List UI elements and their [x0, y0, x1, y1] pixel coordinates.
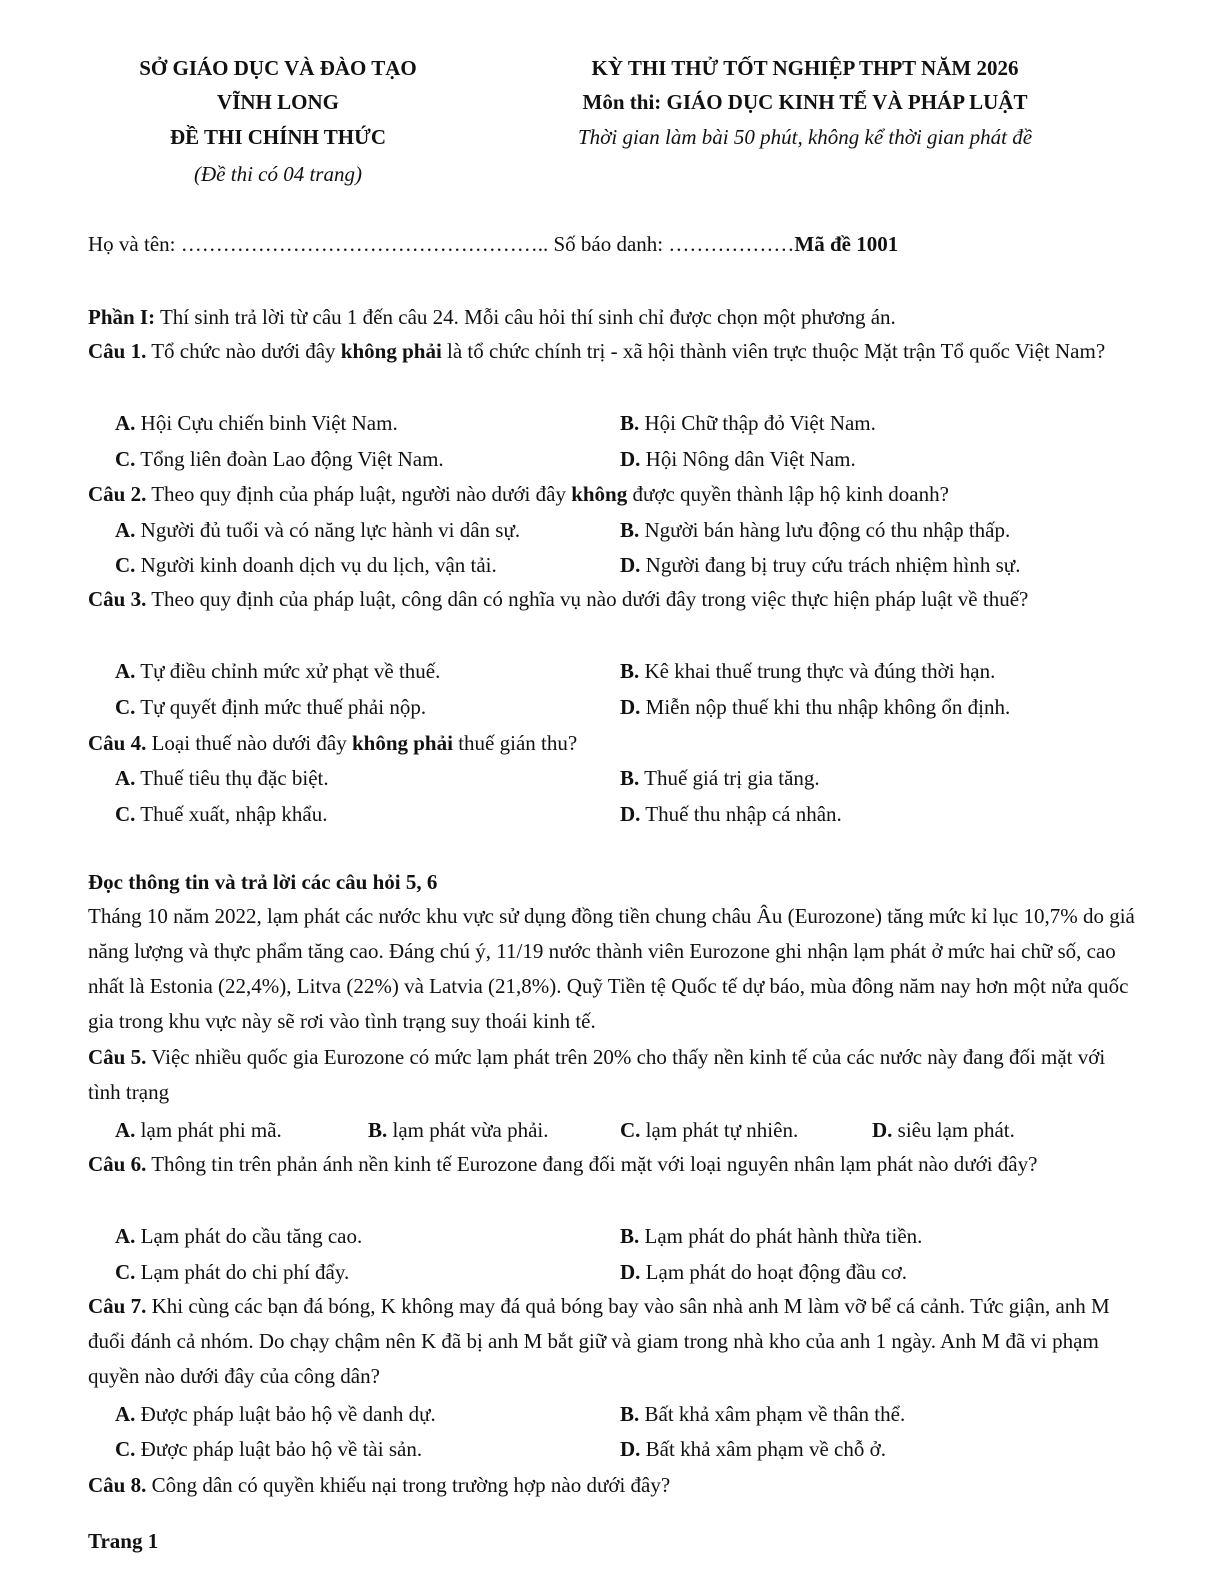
q6-a-letter: A.	[115, 1224, 136, 1248]
q2-option-c[interactable]	[115, 553, 497, 578]
q3-c-letter: C.	[115, 695, 136, 719]
q5-text: Việc nhiều quốc gia Eurozone có mức lạm phát trên 20% cho thấy nền kinh tế của các nước này đang đối mặt với tình trạng	[88, 1045, 1106, 1104]
sbd-blank[interactable]: ………………	[668, 232, 795, 256]
part1-instruction	[88, 305, 896, 330]
exam-title-text: KỲ THI THỬ TỐT NGHIỆP THPT NĂM 2026	[591, 56, 1019, 80]
q7-d-letter: D.	[620, 1437, 641, 1461]
q2-text-b: được quyền thành lập hộ kinh doanh?	[627, 482, 949, 506]
q7-c-letter: C.	[115, 1437, 136, 1461]
q4-text-a: Loại thuế nào dưới đây	[146, 731, 352, 755]
q6-option-a[interactable]	[115, 1224, 362, 1249]
q4-option-a[interactable]	[115, 766, 329, 791]
q6-option-c[interactable]	[115, 1260, 349, 1285]
q6-option-d[interactable]	[620, 1260, 907, 1285]
q4-a-letter: A.	[115, 766, 136, 790]
q7-option-d[interactable]	[620, 1437, 886, 1462]
q6-number: Câu 6.	[88, 1152, 147, 1176]
q5-b-letter: B.	[368, 1118, 388, 1142]
q5-number: Câu 5.	[88, 1045, 147, 1069]
q7-option-a[interactable]	[115, 1402, 436, 1427]
q2-a-text: Người đủ tuổi và có năng lực hành vi dân sự.	[135, 518, 521, 542]
q3-d-text: Miễn nộp thuế khi thu nhập không ổn định.	[640, 695, 1011, 719]
q7-a-letter: A.	[115, 1402, 136, 1426]
q4-number: Câu 4.	[88, 731, 147, 755]
q4-a-text: Thuế tiêu thụ đặc biệt.	[135, 766, 329, 790]
q3-option-d[interactable]	[620, 695, 1010, 720]
q1-emphasis: không phải	[340, 339, 442, 363]
q2-b-letter: B.	[620, 518, 640, 542]
q3-a-text: Tự điều chỉnh mức xử phạt về thuế.	[135, 659, 441, 683]
q4-option-b[interactable]	[620, 766, 820, 791]
q4-b-text: Thuế giá trị gia tăng.	[639, 766, 820, 790]
q1-d-letter: D.	[620, 447, 641, 471]
q1-a-letter: A.	[115, 411, 136, 435]
q2-a-letter: A.	[115, 518, 136, 542]
question-3	[88, 582, 1138, 617]
q5-b-text: lạm phát vừa phải.	[387, 1118, 549, 1142]
q6-b-text: Lạm phát do phát hành thừa tiền.	[639, 1224, 923, 1248]
q4-text-b: thuế gián thu?	[452, 731, 578, 755]
question-7	[88, 1289, 1138, 1394]
q6-b-letter: B.	[620, 1224, 640, 1248]
q5-a-text: lạm phát phi mã.	[135, 1118, 282, 1142]
q1-c-letter: C.	[115, 447, 136, 471]
q1-c-text: Tổng liên đoàn Lao động Việt Nam.	[135, 447, 444, 471]
q2-emphasis: không	[571, 482, 628, 506]
name-label: Họ và tên:	[88, 232, 181, 256]
question-2	[88, 482, 949, 507]
official-text: ĐỀ THI CHÍNH THỨC	[169, 125, 387, 149]
q5-option-d[interactable]	[872, 1118, 1015, 1143]
q2-option-d[interactable]	[620, 553, 1020, 578]
exam-code: Mã đề 1001	[794, 232, 899, 256]
question-1	[88, 334, 1138, 369]
page-footer	[88, 1529, 158, 1554]
reading-passage	[88, 899, 1138, 1039]
q3-option-a[interactable]	[115, 659, 440, 684]
q1-a-text: Hội Cựu chiến binh Việt Nam.	[135, 411, 398, 435]
q5-a-letter: A.	[115, 1118, 136, 1142]
q6-option-b[interactable]	[620, 1224, 922, 1249]
q4-option-d[interactable]	[620, 802, 842, 827]
q1-number: Câu 1.	[88, 339, 147, 363]
q6-d-letter: D.	[620, 1260, 641, 1284]
q7-text: Khi cùng các bạn đá bóng, K không may đá quả bóng bay vào sân nhà anh M làm vỡ bể cá cảnh. Tức giận, anh M đuổi đánh cả nhóm. Do chạy chậm nên K đã bị anh M bắt giữ và giam trong nhà kho của anh 1 ngày. Anh M đã vi phạm quyền nào dưới đây của công dân?	[88, 1294, 1110, 1388]
department-line2: VĨNH LONG	[217, 90, 339, 114]
q4-b-letter: B.	[620, 766, 640, 790]
q3-c-text: Tự quyết định mức thuế phải nộp.	[135, 695, 427, 719]
q3-text: Theo quy định của pháp luật, công dân có nghĩa vụ nào dưới đây trong việc thực hiện pháp luật về thuế?	[146, 587, 1029, 611]
q4-emphasis: không phải	[351, 731, 453, 755]
reading-heading	[88, 870, 437, 895]
q5-c-text: lạm phát tự nhiên.	[640, 1118, 799, 1142]
exam-title	[520, 56, 1090, 81]
q7-number: Câu 7.	[88, 1294, 147, 1318]
exam-time-text: Thời gian làm bài 50 phút, không kể thời gian phát đề	[577, 125, 1033, 149]
exam-time-note	[520, 125, 1090, 150]
q4-c-text: Thuế xuất, nhập khẩu.	[135, 802, 328, 826]
q3-option-c[interactable]	[115, 695, 426, 720]
q2-text-a: Theo quy định của pháp luật, người nào dưới đây	[146, 482, 572, 506]
q2-d-letter: D.	[620, 553, 641, 577]
name-blank[interactable]: ……………………………………………..	[180, 232, 549, 256]
q1-option-a[interactable]	[115, 411, 398, 436]
q7-option-b[interactable]	[620, 1402, 905, 1427]
q2-number: Câu 2.	[88, 482, 147, 506]
q5-option-a[interactable]	[115, 1118, 282, 1143]
pages-note	[88, 162, 468, 187]
q1-text-a: Tổ chức nào dưới đây	[146, 339, 341, 363]
page-number: Trang 1	[88, 1529, 159, 1553]
q4-d-letter: D.	[620, 802, 641, 826]
q1-option-b[interactable]	[620, 411, 876, 436]
q1-b-letter: B.	[620, 411, 640, 435]
q2-option-a[interactable]	[115, 518, 520, 543]
exam-subject-text: Môn thi: GIÁO DỤC KINH TẾ VÀ PHÁP LUẬT	[582, 90, 1028, 114]
q5-d-text: siêu lạm phát.	[892, 1118, 1015, 1142]
q2-d-text: Người đang bị truy cứu trách nhiệm hình sự.	[640, 553, 1021, 577]
q7-a-text: Được pháp luật bảo hộ về danh dự.	[135, 1402, 436, 1426]
q7-b-text: Bất khả xâm phạm về thân thể.	[639, 1402, 906, 1426]
q3-d-letter: D.	[620, 695, 641, 719]
department-line1: SỞ GIÁO DỤC VÀ ĐÀO TẠO	[139, 56, 417, 80]
q2-b-text: Người bán hàng lưu động có thu nhập thấp.	[639, 518, 1011, 542]
q1-option-c[interactable]	[115, 447, 444, 472]
q3-a-letter: A.	[115, 659, 136, 683]
q8-number: Câu 8.	[88, 1473, 147, 1497]
department-name	[88, 56, 468, 81]
q3-option-b[interactable]	[620, 659, 995, 684]
q3-b-text: Kê khai thuế trung thực và đúng thời hạn.	[639, 659, 996, 683]
q4-option-c[interactable]	[115, 802, 328, 827]
q6-c-letter: C.	[115, 1260, 136, 1284]
q5-option-c[interactable]	[620, 1118, 798, 1143]
q6-text: Thông tin trên phản ánh nền kinh tế Eurozone đang đối mặt với loại nguyên nhân lạm phát nào dưới đây?	[146, 1152, 1038, 1176]
q3-b-letter: B.	[620, 659, 640, 683]
q6-d-text: Lạm phát do hoạt động đầu cơ.	[640, 1260, 907, 1284]
part1-label: Phần I:	[88, 305, 156, 329]
exam-subject	[520, 90, 1090, 115]
official-label	[88, 125, 468, 150]
q1-text-b: là tổ chức chính trị - xã hội thành viên trực thuộc Mặt trận Tổ quốc Việt Nam?	[441, 339, 1106, 363]
reading-passage-text: Tháng 10 năm 2022, lạm phát các nước khu vực sử dụng đồng tiền chung châu Âu (Eurozone) tăng mức kỉ lục 10,7% do giá năng lượng và thực phẩm tăng cao. Đáng chú ý, 11/19 nước thành viên Eurozone ghi nhận lạm phát ở mức hai chữ số, cao nhất là Estonia (22,4%), Litva (22%) và Latvia (21,8%). Quỹ Tiền tệ Quốc tế dự báo, mùa đông năm nay hơn một nửa quốc gia trong khu vực này sẽ rơi vào tình trạng suy thoái kinh tế.	[88, 904, 1135, 1033]
q4-c-letter: C.	[115, 802, 136, 826]
q3-number: Câu 3.	[88, 587, 147, 611]
q4-d-text: Thuế thu nhập cá nhân.	[640, 802, 842, 826]
q7-c-text: Được pháp luật bảo hộ về tài sản.	[135, 1437, 423, 1461]
pages-note-text: (Đề thi có 04 trang)	[194, 162, 362, 186]
question-4	[88, 731, 577, 756]
q6-c-text: Lạm phát do chi phí đẩy.	[135, 1260, 350, 1284]
q8-text: Công dân có quyền khiếu nại trong trường hợp nào dưới đây?	[146, 1473, 671, 1497]
q7-b-letter: B.	[620, 1402, 640, 1426]
q5-d-letter: D.	[872, 1118, 893, 1142]
q2-c-letter: C.	[115, 553, 136, 577]
q5-option-b[interactable]	[368, 1118, 549, 1143]
q7-option-c[interactable]	[115, 1437, 422, 1462]
q6-a-text: Lạm phát do cầu tăng cao.	[135, 1224, 363, 1248]
sbd-label: Số báo danh:	[548, 232, 669, 256]
part1-text: Thí sinh trả lời từ câu 1 đến câu 24. Mỗi câu hỏi thí sinh chỉ được chọn một phương án.	[155, 305, 896, 329]
student-info-line	[88, 232, 898, 257]
question-5	[88, 1040, 1138, 1110]
department-province	[88, 90, 468, 115]
question-6	[88, 1147, 1138, 1182]
question-8	[88, 1473, 670, 1498]
reading-heading-text: Đọc thông tin và trả lời các câu hỏi 5, 6	[88, 870, 438, 894]
q1-d-text: Hội Nông dân Việt Nam.	[640, 447, 856, 471]
q5-c-letter: C.	[620, 1118, 641, 1142]
q2-option-b[interactable]	[620, 518, 1010, 543]
q2-c-text: Người kinh doanh dịch vụ du lịch, vận tải.	[135, 553, 497, 577]
q7-d-text: Bất khả xâm phạm về chỗ ở.	[640, 1437, 886, 1461]
q1-b-text: Hội Chữ thập đỏ Việt Nam.	[639, 411, 876, 435]
q1-option-d[interactable]	[620, 447, 856, 472]
